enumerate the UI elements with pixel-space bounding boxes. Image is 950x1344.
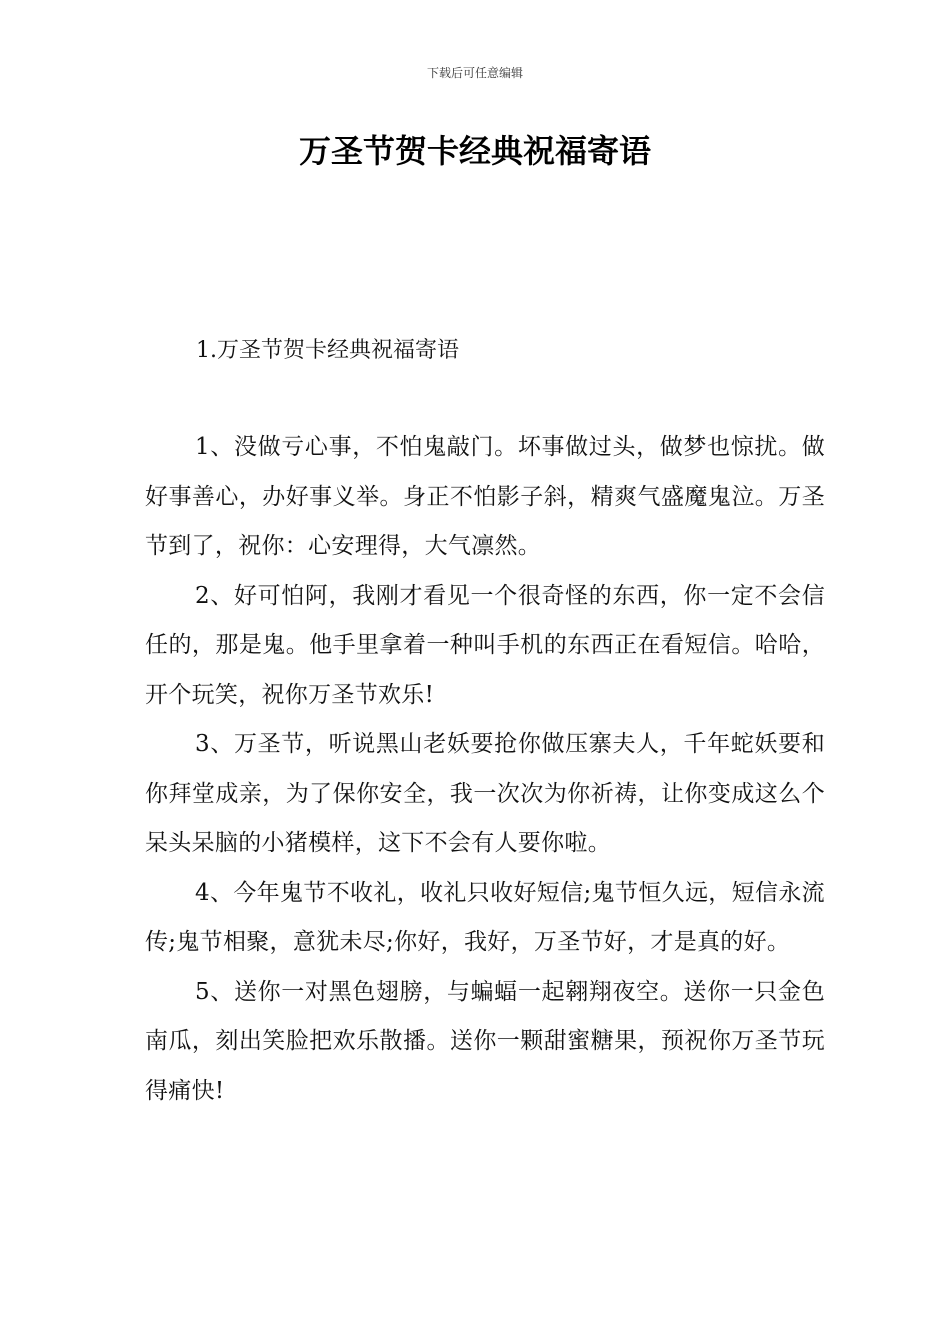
paragraph-5: 5、送你一对黑色翅膀，与蝙蝠一起翱翔夜空。送你一只金色南瓜，刻出笑脸把欢乐散播。送你一颗甜蜜糖果，预祝你万圣节玩得痛快! <box>145 978 825 1104</box>
header-note: 下载后可任意编辑 <box>426 66 523 80</box>
paragraph-4: 4、今年鬼节不收礼，收礼只收好短信;鬼节恒久远，短信永流传;鬼节相聚，意犹未尽;你好，我好，万圣节好，才是真的好。 <box>145 879 825 955</box>
paragraph-3: 3、万圣节，听说黑山老妖要抢你做压寨夫人，千年蛇妖要和你拜堂成亲，为了保你安全，我一次次为你祈祷，让你变成这么个呆头呆脑的小猪模样，这下不会有人要你啦。 <box>145 731 825 856</box>
section-heading: 1.万圣节贺卡经典祝福寄语 <box>196 338 459 363</box>
document-body <box>145 423 825 1116</box>
paragraph-1: 1、没做亏心事，不怕鬼敲门。坏事做过头，做梦也惊扰。做好事善心，办好事义举。身正不怕影子斜，精爽气盛魔鬼泣。万圣节到了，祝你：心安理得，大气凛然。 <box>145 434 825 559</box>
page-title: 万圣节贺卡经典祝福寄语 <box>298 132 651 170</box>
paragraph-2: 2、好可怕阿，我刚才看见一个很奇怪的东西，你一定不会信任的，那是鬼。他手里拿着一种叫手机的东西正在看短信。哈哈，开个玩笑，祝你万圣节欢乐! <box>145 582 825 708</box>
